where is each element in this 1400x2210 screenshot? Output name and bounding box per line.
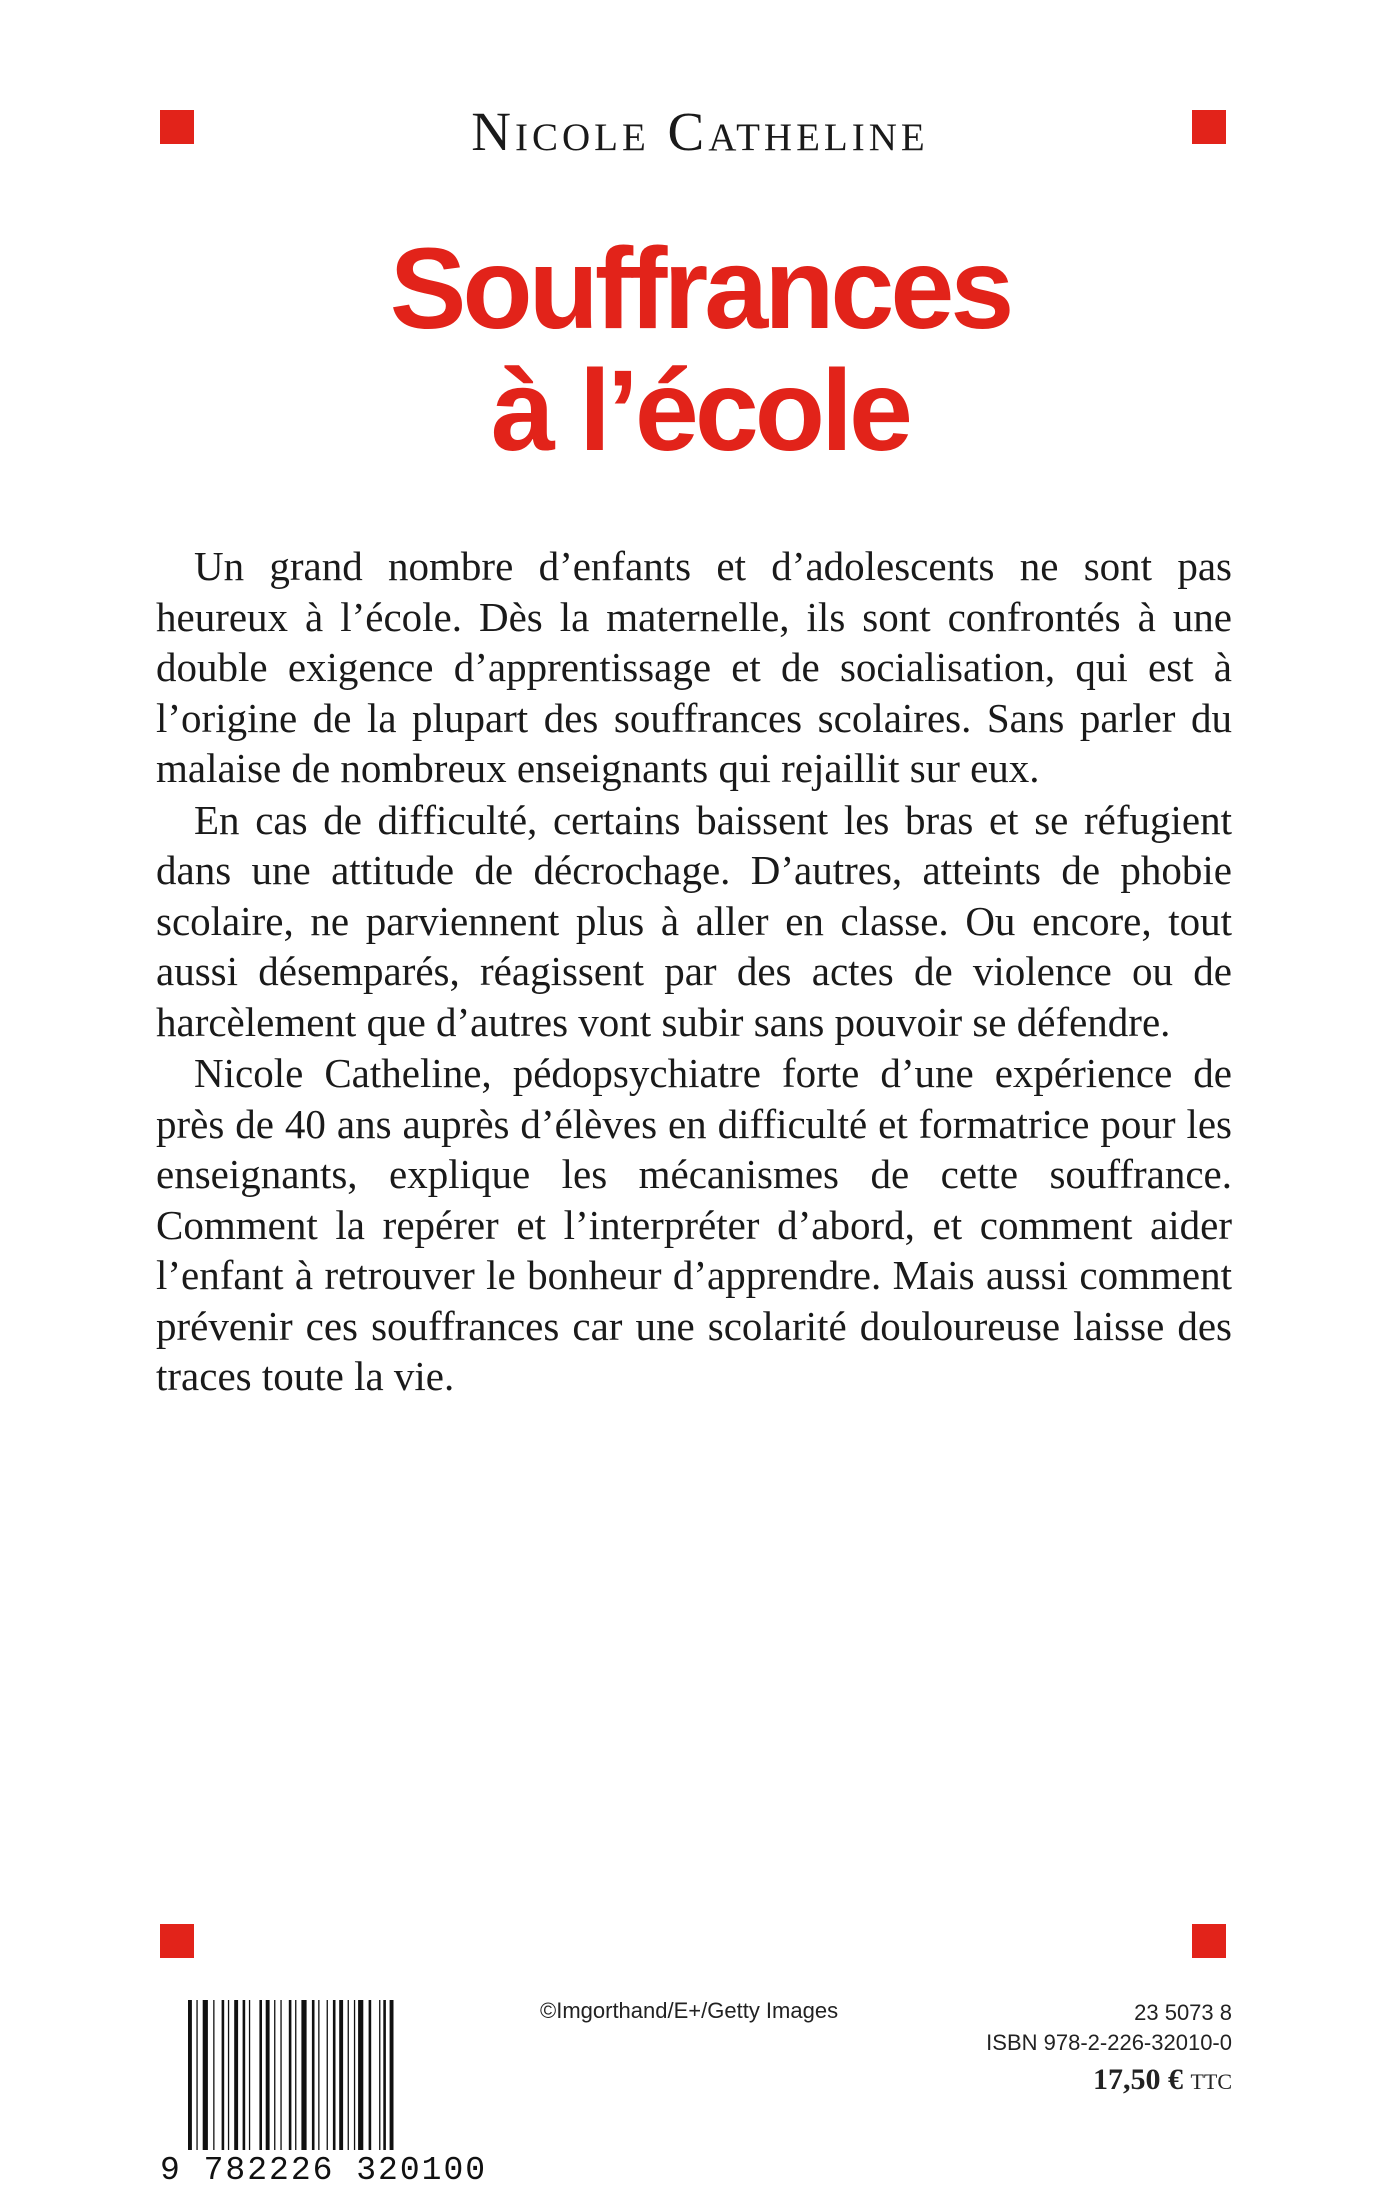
title-line-1: Souffrances — [389, 225, 1011, 353]
photo-credit: ©Imgorthand/E+/Getty Images — [540, 1998, 839, 2023]
isbn: ISBN 978-2-226-32010-0 — [986, 2030, 1232, 2055]
price — [986, 2060, 1232, 2102]
price-value: 17,50 € — [1092, 2063, 1183, 2096]
red-square-bottom-left — [160, 1924, 194, 1958]
title-line-2: à l’école — [491, 347, 909, 475]
blurb-paragraph-1: Un grand nombre d’enfants et d’adolescents ne sont pas heureux à l’école. Dès la maternelle, ils sont confrontés à une double exigence d’apprentissage et de socialisation, qui est à l’origine de la plupart des souffrances scolaires. Sans parler du malaise de nombreux enseignants qui rejaillit sur eux. — [156, 543, 1232, 791]
barcode-digits: 9 782226 320100 — [160, 2152, 488, 2189]
product-code: 23 5073 8 — [1134, 2000, 1232, 2025]
price-suffix: TTC — [1190, 2069, 1232, 2094]
author-name: Nicole Catheline — [471, 101, 929, 162]
barcode — [160, 2000, 488, 2190]
blurb-paragraph-2: En cas de difficulté, certains baissent les bras et se réfugient dans une attitude de décrochage. D’autres, atteints de phobie scolaire, ne parviennent plus à aller en classe. Ou encore, tout aussi désemparés, réagissent par des actes de violence ou de harcèlement que d’autres vont subir sans pouvoir se défendre. — [156, 796, 1232, 1045]
barcode-bars — [188, 2000, 478, 2150]
blurb-paragraph-3: Nicole Catheline, pédopsychiatre forte d’une expérience de près de 40 ans auprès d’élèves en difficulté et formatrice pour les enseignants, explique les mécanismes de cette souffrance. Comment la repérer et l’interpréter d’abord, et comment aider l’enfant à retrouver le bonheur d’apprendre. Mais aussi comment prévenir ces souffrances car une scolarité douloureuse laisse des traces toute la vie. — [156, 1050, 1232, 1399]
book-info — [986, 1998, 1232, 2102]
blurb — [156, 541, 1232, 1402]
book-title — [0, 225, 1400, 475]
red-square-bottom-right — [1192, 1924, 1226, 1958]
